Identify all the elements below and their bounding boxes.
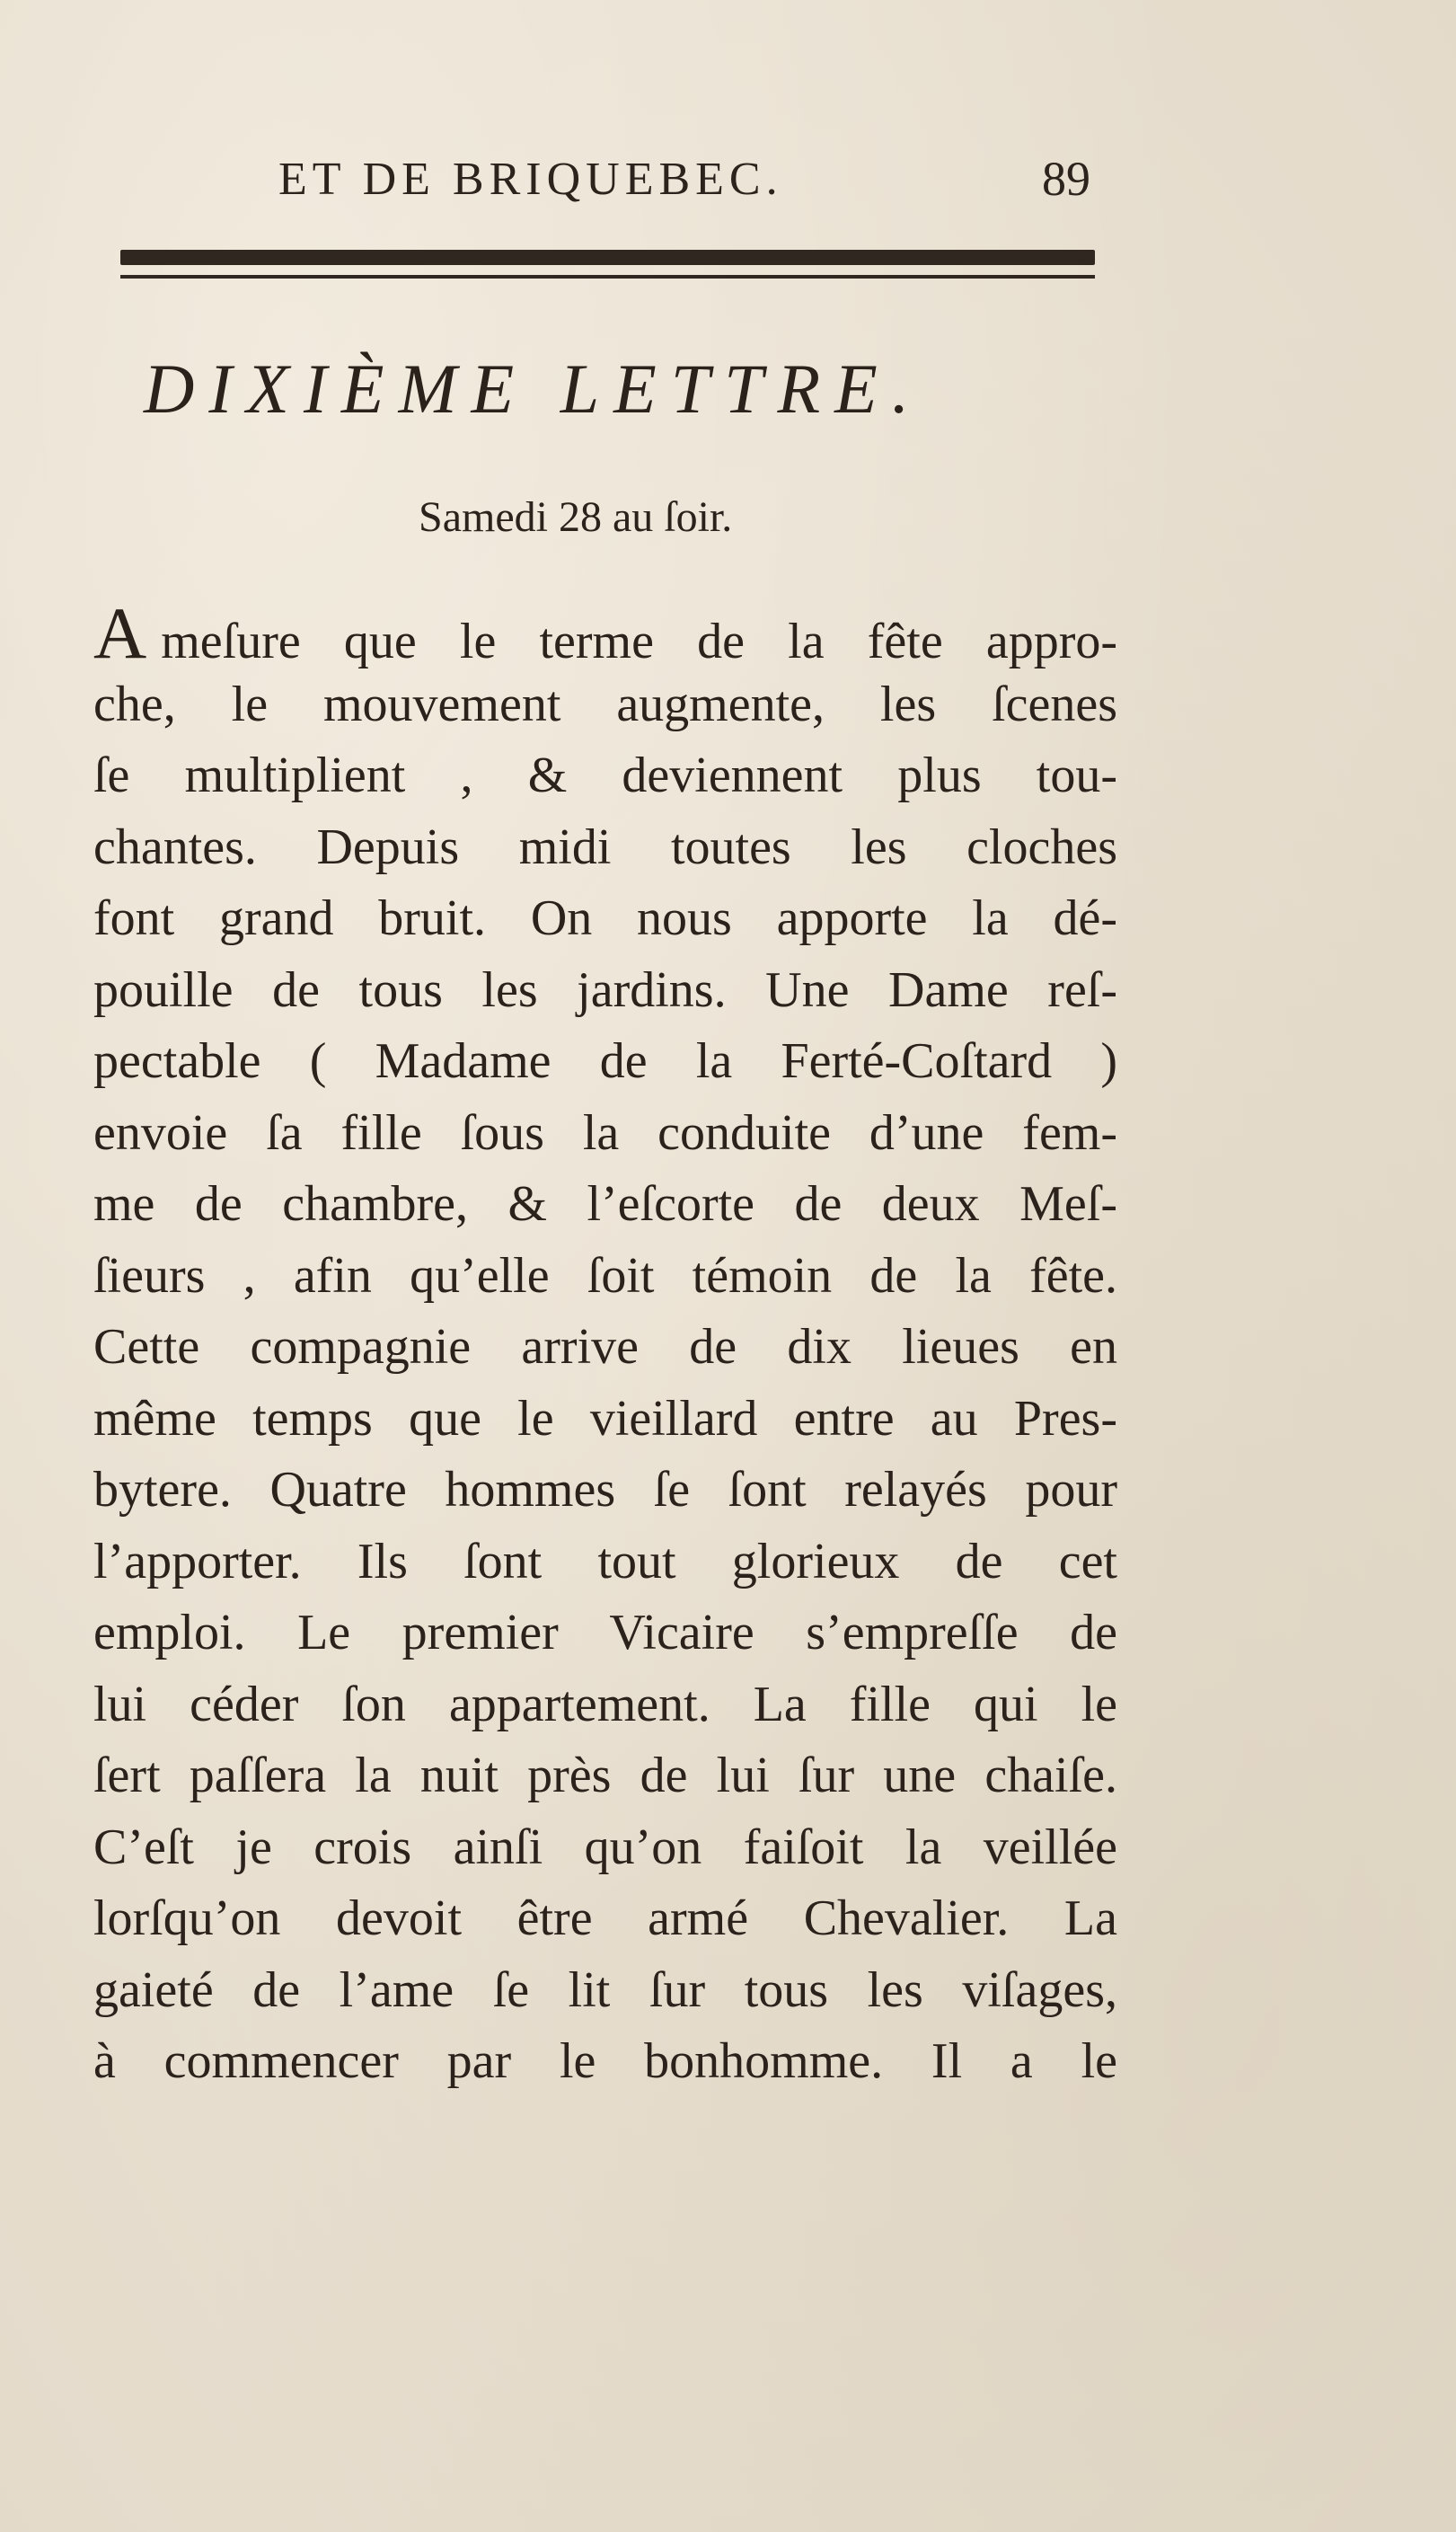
page-number: 89 bbox=[1042, 152, 1090, 206]
text-line: l’apporter. Ils ſont tout glorieux de cet bbox=[93, 1533, 1117, 1589]
text-line: me de chambre, & l’eſcorte de deux Meſ- bbox=[93, 1176, 1117, 1232]
text-line: font grand bruit. On nous apporte la dé- bbox=[93, 890, 1117, 946]
text-line: ſert paſſera la nuit près de lui ſur une chaiſe. bbox=[93, 1748, 1117, 1803]
text-line: pectable ( Madame de la Ferté-Coſtard ) bbox=[93, 1033, 1117, 1089]
text-line: C’eſt je crois ainſi qu’on faiſoit la veillée bbox=[93, 1819, 1117, 1875]
ornamental-rule-thin bbox=[120, 275, 1095, 279]
text-line: bytere. Quatre hommes ſe ſont relayés pour bbox=[93, 1462, 1117, 1518]
running-head: ET DE BRIQUEBEC. bbox=[278, 154, 783, 205]
text-line: même temps que le vieillard entre au Pres- bbox=[93, 1390, 1117, 1447]
text-line bbox=[93, 592, 1117, 674]
text-line: à commencer par le bonhomme. Il a le bbox=[93, 2033, 1117, 2089]
letter-body bbox=[93, 592, 1117, 2098]
text-line-content: meſure que le terme de la fête appro- bbox=[161, 614, 1117, 669]
text-line: che, le mouvement augmente, les ſcenes bbox=[93, 676, 1117, 732]
letter-title: DIXIÈME LETTRE. bbox=[144, 350, 924, 428]
text-line: ſe multiplient , & deviennent plus tou- bbox=[93, 748, 1117, 803]
text-line: Cette compagnie arrive de dix lieues en bbox=[93, 1319, 1117, 1375]
text-line: pouille de tous les jardins. Une Dame reſ- bbox=[93, 961, 1117, 1018]
text-line: emploi. Le premier Vicaire s’empreſſe de bbox=[93, 1605, 1117, 1660]
text-line: ſieurs , afin qu’elle ſoit témoin de la fête. bbox=[93, 1247, 1117, 1304]
ornamental-rule-thick bbox=[120, 250, 1095, 265]
text-line: chantes. Depuis midi toutes les cloches bbox=[93, 819, 1117, 875]
text-line: gaieté de l’ame ſe lit ſur tous les viſages, bbox=[93, 1961, 1117, 2018]
dateline: Samedi 28 au ſoir. bbox=[419, 493, 733, 541]
text-line: lui céder ſon appartement. La fille qui le bbox=[93, 1676, 1117, 1732]
initial-letter: A bbox=[93, 592, 147, 674]
text-line: lorſqu’on devoit être armé Chevalier. La bbox=[93, 1890, 1117, 1946]
text-line: envoie ſa fille ſous la conduite d’une fem- bbox=[93, 1104, 1117, 1161]
